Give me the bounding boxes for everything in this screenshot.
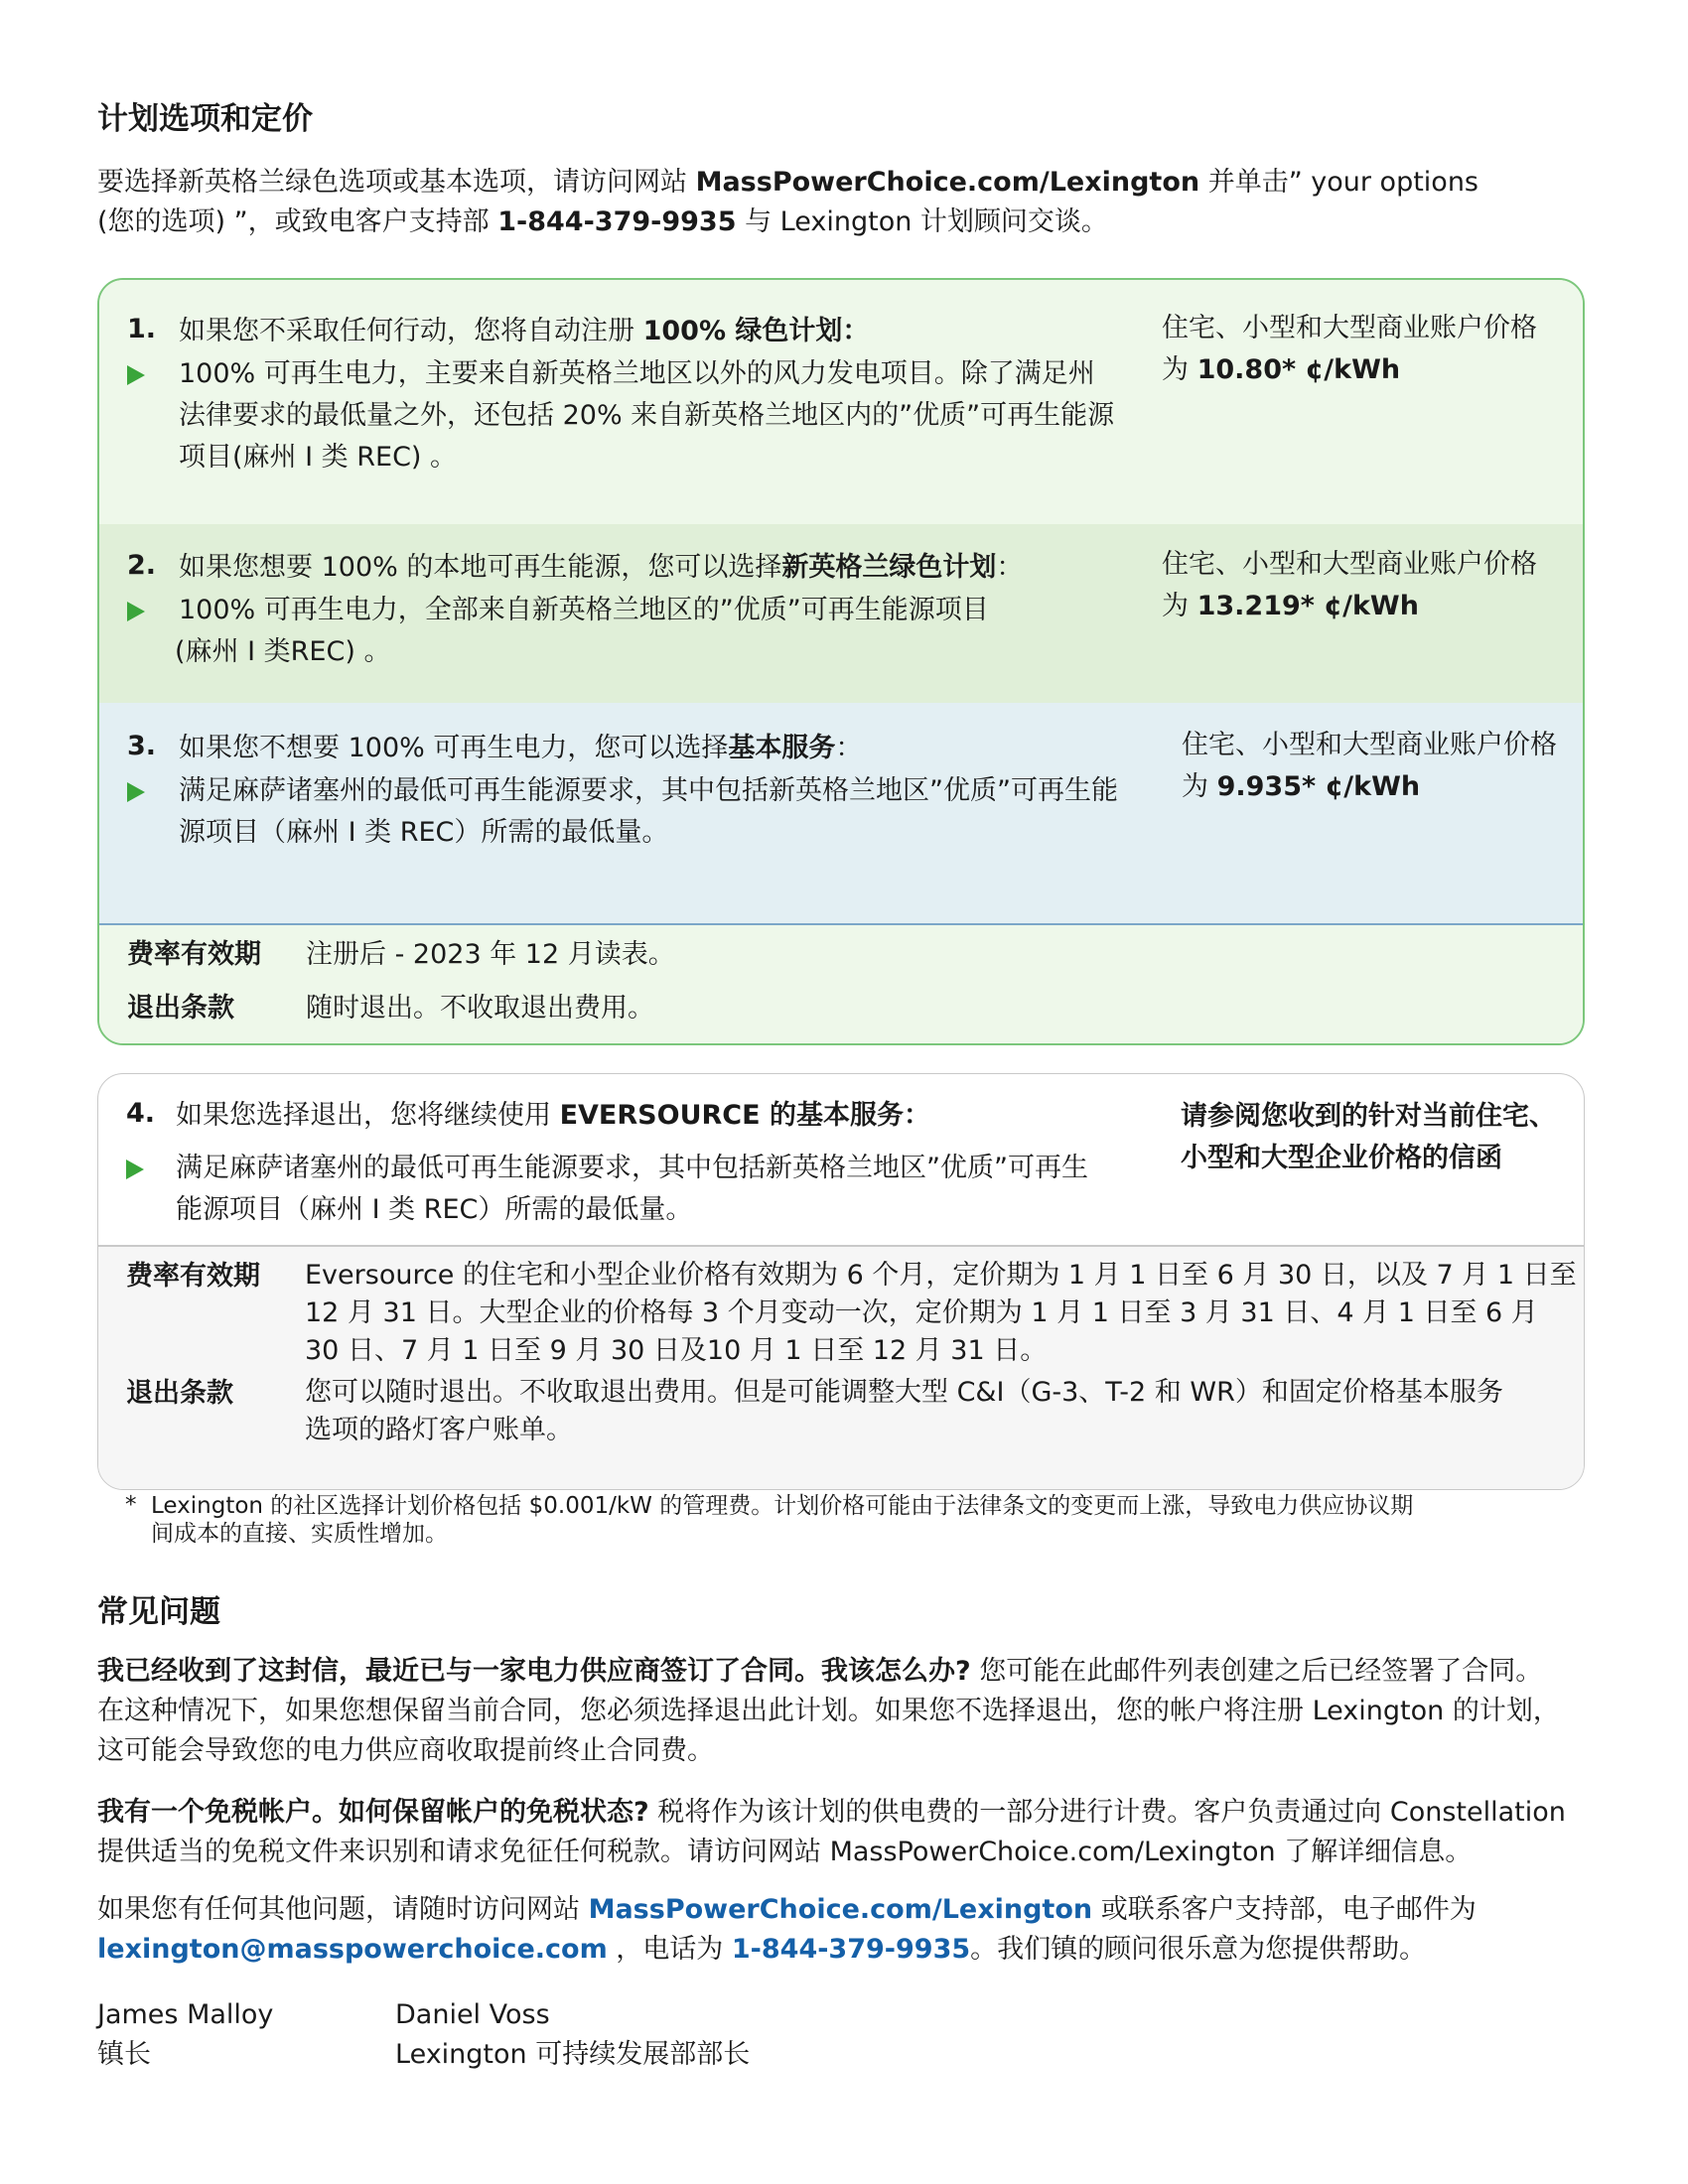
- contact-paragraph: 如果您有任何其他问题，请随时访问网站 MassPowerChoice.com/Lexington 或联系客户支持部，电子邮件为 lexington@masspowerchoice.com ，电话为 1-844-379-9935。我们镇的顾问很乐意为您提供帮助。: [97, 1894, 1477, 1965]
- plan-options-box: [97, 278, 1585, 1045]
- option-number: 1.: [127, 314, 157, 344]
- email-link[interactable]: lexington@masspowerchoice.com: [97, 1934, 608, 1965]
- option-headline: 如果您选择退出，您将继续使用 EVERSOURCE 的基本服务：: [176, 1100, 930, 1131]
- green-arrow-icon: [127, 365, 145, 385]
- opt-out-option-box: 4. 如果您选择退出，您将继续使用 EVERSOURCE 的基本服务： 满足麻萨诸塞州的最低可再生能源要求，其中包括新英格兰地区”优质”可再生 能源项目（麻州 I 类 REC）所需的最低量。 请参阅您收到的针对当前住宅、 小型和大型企业价格的信函 费率有效期 Eversource 的住宅和小型企业价格有效期为 6 个月，定价期为 1 月 1 日至 6 月 30 日，以及 7 月 1 日至 12 月 31 日。大型企业的价格每 3 个月变动一次，定价期为 1 月 1 日至 3 月 31 日、4 月 1 日至 6 月 30 日、7 月 1 日至 9 月 30 日及10 月 1 日至 12 月 31 日。 退出条款 您可以随时退出。不收取退出费用。但是可能调整大型 C&I（G-3、T-2 和 WR）和固定价格基本服务 选项的路灯客户账单。: [97, 1073, 1585, 1490]
- option-number: 2.: [127, 550, 157, 581]
- phone-link[interactable]: 1-844-379-9935: [731, 1934, 971, 1965]
- option-description: 满足麻萨诸塞州的最低可再生能源要求，其中包括新英格兰地区”优质”可再生能 源项目（麻州 I 类 REC）所需的最低量。: [179, 775, 1118, 848]
- faq-question-1: 我已经收到了这封信，最近已与一家电力供应商签订了合同。我该怎么办? 您可能在此邮件列表创建之后已经签署了合同。 在这种情况下，如果您想保留当前合同，您必须选择退出此计划。如果您不选择退出，您的帐户将注册 Lexington 的计划， 这可能会导致您的电力供应商收取提前终止合同费。: [97, 1656, 1560, 1766]
- option-description: 满足麻萨诸塞州的最低可再生能源要求，其中包括新英格兰地区”优质”可再生 能源项目（麻州 I 类 REC）所需的最低量。: [176, 1153, 1088, 1225]
- option-headline: 如果您想要 100% 的本地可再生能源，您可以选择新英格兰绿色计划：: [179, 552, 1024, 583]
- green-arrow-icon: [127, 602, 145, 621]
- option-price: 住宅、小型和大型商业账户价格 为 13.219* ¢/kWh: [1162, 549, 1537, 621]
- footnote-marker: *: [125, 1492, 137, 1518]
- website-link[interactable]: MassPowerChoice.com/Lexington: [588, 1894, 1093, 1925]
- section-title-faq: 常见问题: [97, 1594, 220, 1630]
- plan-option-1: [99, 280, 1583, 524]
- support-phone: 1-844-379-9935: [497, 206, 737, 237]
- green-arrow-icon: [126, 1160, 144, 1179]
- option-price: 住宅、小型和大型商业账户价格 为 10.80* ¢/kWh: [1162, 313, 1537, 385]
- green-arrow-icon: [127, 782, 145, 802]
- option-description: 100% 可再生电力，全部来自新英格兰地区的”优质”可再生能源项目 (麻州 I 类REC) 。: [175, 595, 989, 667]
- plan-option-2: [99, 524, 1583, 703]
- section-title-plan-options: 计划选项和定价: [97, 101, 313, 137]
- footnote: Lexington 的社区选择计划价格包括 $0.001/kW 的管理费。计划价格可能由于法律条文的变更而上涨，导致电力供应协议期 间成本的直接、实质性增加。: [151, 1493, 1414, 1547]
- website-link[interactable]: MassPowerChoice.com/Lexington: [695, 167, 1200, 198]
- divider: [98, 1245, 1584, 1247]
- faq-question-2: 我有一个免税帐户。如何保留帐户的免税状态? 税将作为该计划的供电费的一部分进行计费。客户负责通过向 Constellation 提供适当的免税文件来识别和请求免征任何税款。请访问网站 MassPowerChoice.com/Lexington 了解详细信息。: [97, 1797, 1566, 1867]
- option-number: 3.: [127, 731, 157, 761]
- option-price: 住宅、小型和大型商业账户价格 为 9.935* ¢/kWh: [1182, 730, 1557, 802]
- intro-paragraph: 要选择新英格兰绿色选项或基本选项，请访问网站 MassPowerChoice.com/Lexington 并单击” your options (您的选项) ”，或致电客户支持部 1-844-379-9935 与 Lexington 计划顾问交谈。: [97, 167, 1478, 237]
- signature-1: James Malloy 镇长: [97, 1999, 274, 2070]
- option-number: 4.: [126, 1098, 156, 1129]
- opt-out-note: 请参阅您收到的针对当前住宅、 小型和大型企业价格的信函: [1181, 1101, 1556, 1173]
- plan-option-3: [99, 703, 1583, 925]
- option-headline: 如果您不采取任何行动，您将自动注册 100% 绿色计划：: [179, 316, 870, 346]
- signature-2: Daniel Voss Lexington 可持续发展部部长: [395, 1999, 751, 2070]
- option-headline: 如果您不想要 100% 可再生电力，您可以选择基本服务：: [179, 733, 863, 763]
- plan-terms: 费率有效期 注册后 - 2023 年 12 月读表。 退出条款 随时退出。不收取退出费用。: [99, 925, 1583, 1045]
- option-description: 100% 可再生电力，主要来自新英格兰地区以外的风力发电项目。除了满足州 法律要求的最低量之外，还包括 20% 来自新英格兰地区内的”优质”可再生能源 项目(麻州 I 类 REC) 。: [179, 358, 1115, 473]
